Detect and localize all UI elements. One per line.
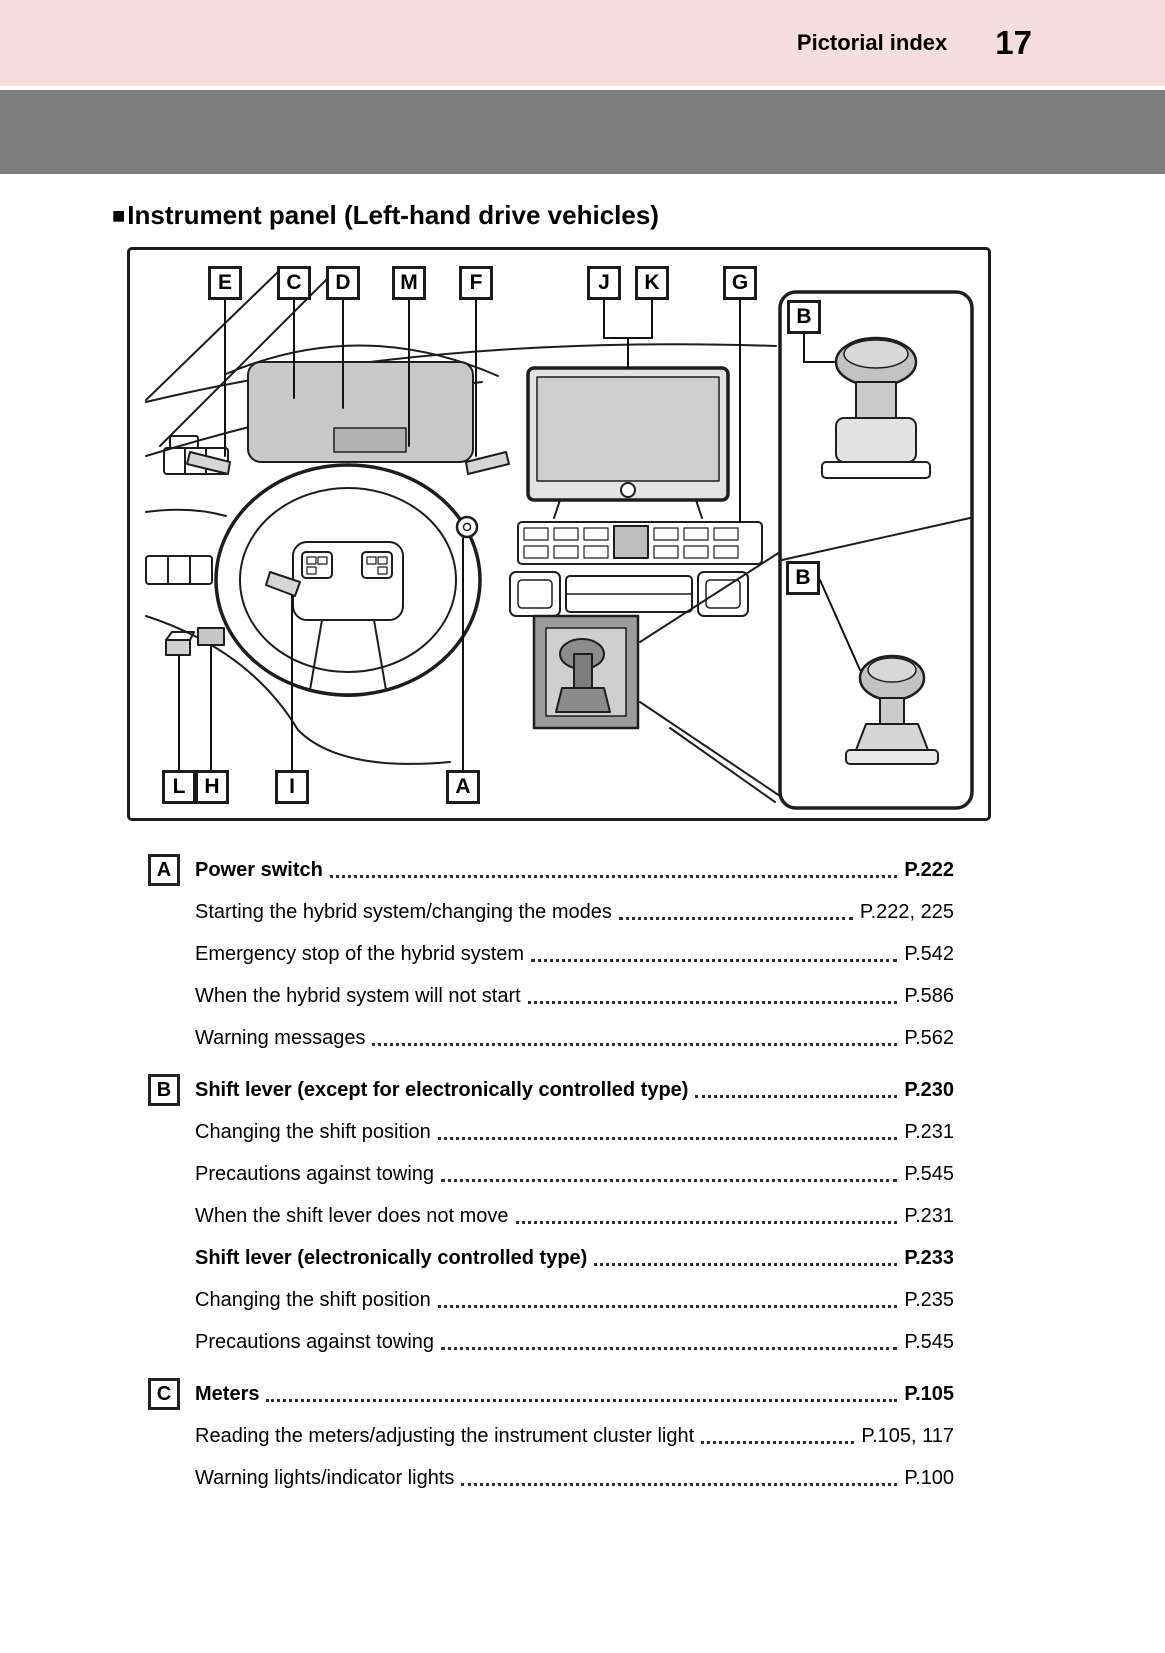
index-entry-text: Warning messages [195,1026,366,1049]
index-entry-pages: P.105, 117 [861,1424,954,1447]
index-entry [148,1415,954,1457]
index-entry [148,1373,954,1415]
index-entry [148,1195,954,1237]
index-entry-text: Changing the shift position [195,1120,431,1143]
index-group-b [148,1069,954,1363]
index-entry [148,1017,954,1059]
index-entry-pages: P.235 [904,1288,954,1311]
diagram-label-b2: B [786,561,820,595]
index-entry-pages: P.545 [904,1330,954,1353]
diagram-label-l: L [162,770,196,804]
diagram-label-d: D [326,266,360,300]
index-entry-text: When the hybrid system will not start [195,984,521,1007]
diagram-label-k: K [635,266,669,300]
section-title-text: Instrument panel (Left-hand drive vehicles) [127,200,659,230]
index-entry-text: Shift lever (electronically controlled type) [195,1246,588,1269]
diagram-label-b1: B [787,300,821,334]
section-title [112,200,1165,231]
index-entry [148,933,954,975]
index-entry [148,1321,954,1363]
index-entry [148,975,954,1017]
dotted-leader [695,1095,897,1098]
diagram-label-m: M [392,266,426,300]
dotted-leader [516,1221,898,1224]
page-number: 17 [995,24,1032,61]
header-band [0,90,1165,174]
index-entry [148,1457,954,1499]
index-entry [148,849,954,891]
dotted-leader [528,1001,898,1004]
dotted-leader [531,959,897,962]
dotted-leader [330,875,898,878]
index-entry-text: Power switch [195,858,323,881]
index-entry [148,1111,954,1153]
index-entry-text: Starting the hybrid system/changing the modes [195,900,612,923]
index-entry-pages: P.222, 225 [859,900,954,923]
index-entry-pages: P.231 [904,1204,954,1227]
dotted-leader [619,917,853,920]
index-entry-pages: P.100 [904,1466,954,1489]
dotted-leader [438,1137,898,1140]
dotted-leader [266,1399,897,1402]
index-entry-pages: P.586 [904,984,954,1007]
index-entry-text: Warning lights/indicator lights [195,1466,455,1489]
index-group-c [148,1373,954,1499]
diagram-label-e: E [208,266,242,300]
dotted-leader [594,1263,897,1266]
index-entry-pages: P.542 [904,942,954,965]
diagram-label-g: G [723,266,757,300]
index-marker-b: B [148,1074,180,1106]
index-entry [148,1153,954,1195]
index-entry-text: Precautions against towing [195,1162,435,1185]
index-entry [148,1237,954,1279]
diagram-label-a: A [446,770,480,804]
index-entry-pages: P.230 [904,1078,954,1101]
dotted-leader [441,1347,897,1350]
dotted-leader [701,1441,854,1444]
index-entry [148,891,954,933]
diagram-label-f: F [459,266,493,300]
index-entry-text: Changing the shift position [195,1288,431,1311]
dotted-leader [441,1179,897,1182]
instrument-panel-drawing [130,250,988,818]
index-entry-text: Reading the meters/adjusting the instrument cluster light [195,1424,695,1447]
index-marker-c: C [148,1378,180,1410]
index-entry-pages: P.233 [904,1246,954,1269]
index-entry [148,1279,954,1321]
pictorial-index-list [148,849,954,1499]
index-entry-text: When the shift lever does not move [195,1204,509,1227]
diagram-label-h: H [195,770,229,804]
index-entry [148,1069,954,1111]
section-bullet-icon: ■ [112,202,126,228]
dotted-leader [372,1043,897,1046]
index-entry-pages: P.545 [904,1162,954,1185]
index-entry-text: Meters [195,1382,260,1405]
index-entry-pages: P.222 [904,858,954,881]
page-header [0,0,1165,86]
index-entry-text: Shift lever (except for electronically controlled type) [195,1078,689,1101]
diagram-label-j: J [587,266,621,300]
dotted-leader [438,1305,898,1308]
index-entry-text: Emergency stop of the hybrid system [195,942,525,965]
index-entry-pages: P.562 [904,1026,954,1049]
diagram-label-c: C [277,266,311,300]
index-group-a [148,849,954,1059]
header-title: Pictorial index [796,30,948,55]
instrument-panel-diagram [127,247,991,821]
index-entry-pages: P.231 [904,1120,954,1143]
index-entry-text: Precautions against towing [195,1330,435,1353]
diagram-label-i: I [275,770,309,804]
index-entry-pages: P.105 [904,1382,954,1405]
dotted-leader [461,1483,897,1486]
index-marker-a: A [148,854,180,886]
